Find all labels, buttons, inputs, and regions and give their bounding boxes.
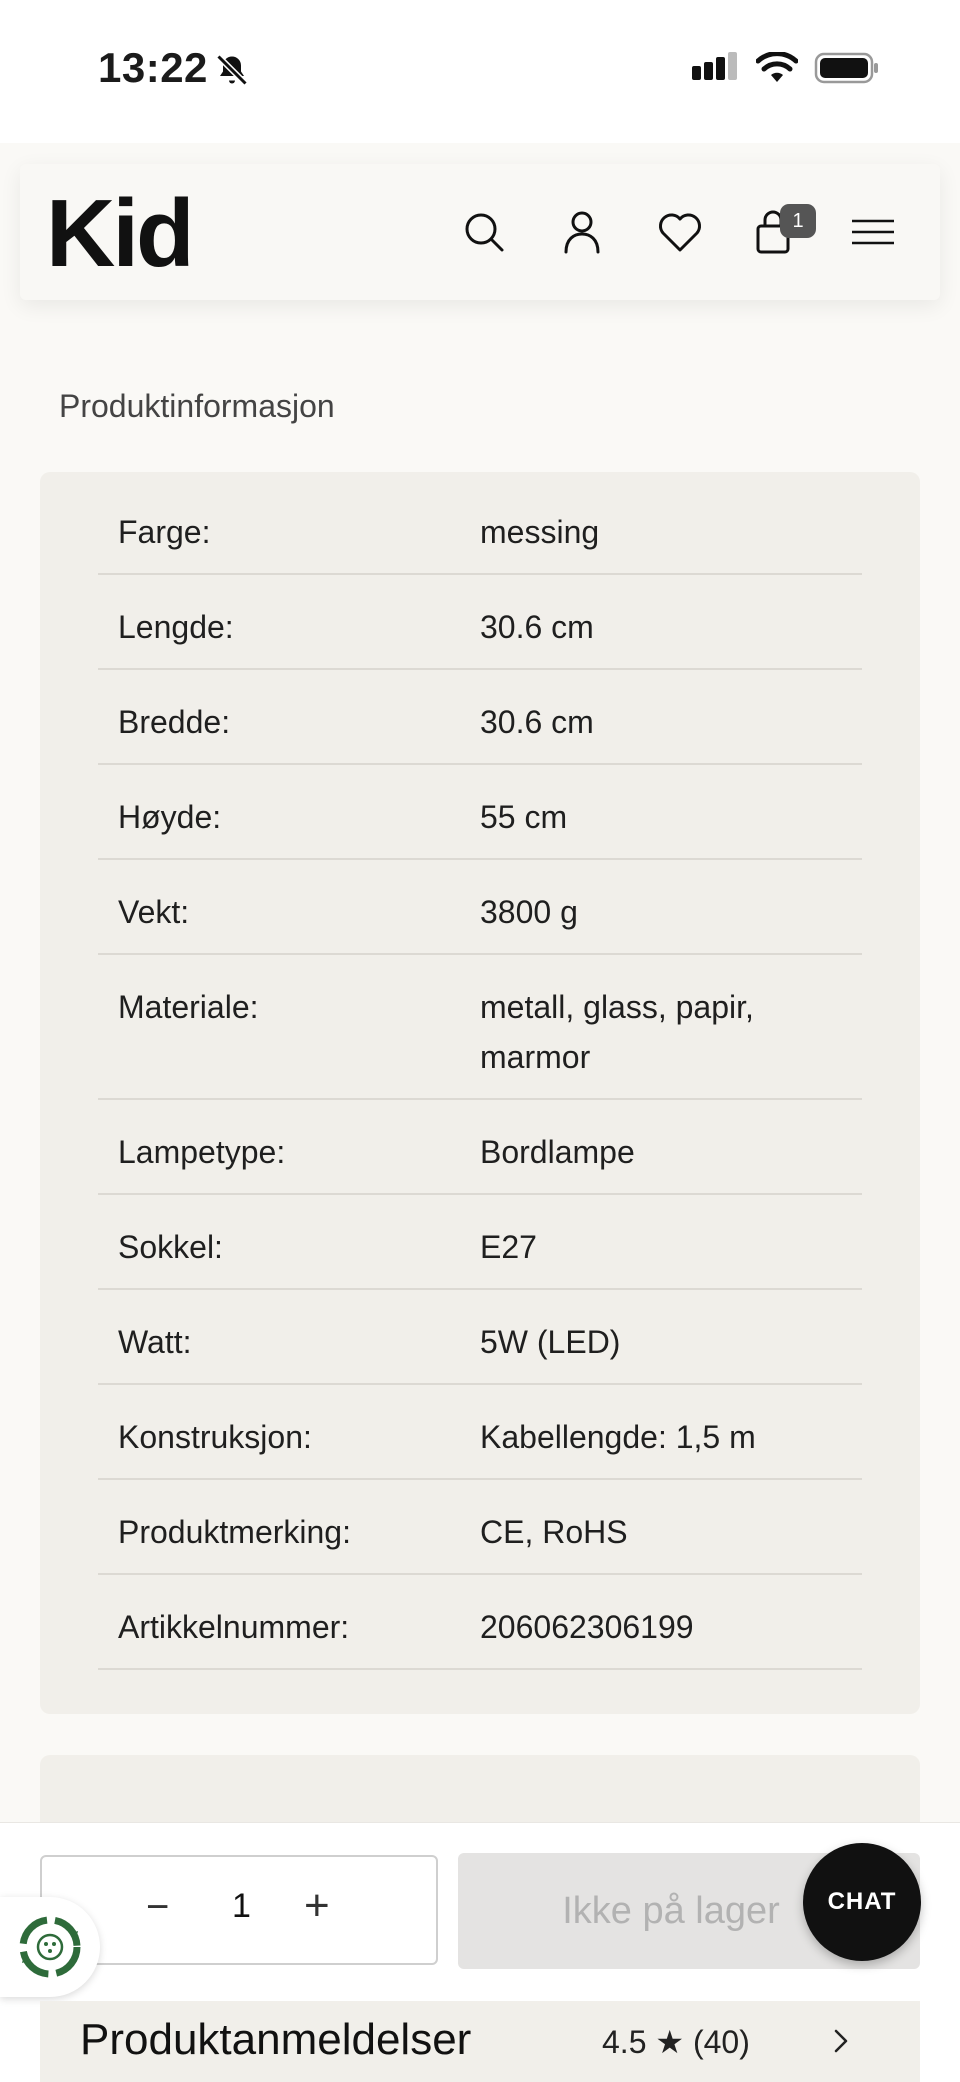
info-row-farge [98,480,862,575]
quantity-increase-button[interactable]: + [304,1881,330,1930]
status-time: 13:22 [98,44,208,91]
info-row-produktmerking [98,1480,862,1575]
reviews-row[interactable] [40,2001,920,2082]
info-value: messing [480,514,600,550]
info-key: Konstruksjon: [118,1419,312,1455]
section-title: Produktinformasjon [59,388,335,424]
info-key: Høyde: [118,799,222,835]
sticky-purchase-bar [0,1822,960,2082]
cellular-signal-icon [692,52,740,84]
wifi-icon [756,52,798,84]
recycle-icon [14,1911,86,1983]
site-header [20,164,940,300]
info-row-lampetype [98,1100,862,1195]
info-value: 55 cm [480,799,568,835]
reviews-title: Produktanmeldelser [80,2015,472,2064]
info-key: Lengde: [118,609,234,645]
battery-icon [814,52,880,84]
account-icon[interactable] [556,206,608,258]
heart-icon[interactable] [654,206,706,258]
info-key: Lampetype: [118,1134,286,1170]
cart-count-badge: 1 [780,204,816,238]
product-info-card [40,472,920,1714]
info-row-artikkelnummer [98,1575,862,1670]
info-value: metall, glass, papir, marmor [480,989,754,1075]
info-value: E27 [480,1229,537,1265]
menu-icon[interactable] [846,206,898,258]
chevron-right-icon [826,2023,856,2059]
info-key: Watt: [118,1324,192,1360]
info-key: Sokkel: [118,1229,223,1265]
reviews-rating: 4.5 ★ (40) [602,2024,750,2060]
info-row-vekt [98,860,862,955]
info-value: CE, RoHS [480,1514,628,1550]
product-info-table [98,480,862,1670]
info-row-konstruksjon [98,1385,862,1480]
info-key: Produktmerking: [118,1514,351,1550]
quantity-value[interactable]: 1 [232,1887,251,1925]
info-value: 30.6 cm [480,609,594,645]
info-row-lengde [98,575,862,670]
info-value: Kabellengde: 1,5 m [480,1419,756,1455]
quantity-decrease-button[interactable]: − [146,1885,170,1929]
info-key: Bredde: [118,704,231,740]
search-icon[interactable] [458,206,510,258]
info-row-bredde [98,670,862,765]
info-key: Materiale: [118,989,259,1025]
kid-logo[interactable]: Kid [46,180,192,287]
add-to-cart-button[interactable]: Ikke på lager [458,1853,920,1969]
info-row-sokkel [98,1195,862,1290]
info-value: 30.6 cm [480,704,594,740]
info-key: Farge: [118,514,211,550]
info-value: 206062306199 [480,1609,694,1645]
bell-slash-icon [214,52,250,88]
info-value: Bordlampe [480,1134,635,1170]
info-row-watt [98,1290,862,1385]
sustainability-badge[interactable] [0,1897,100,1997]
info-key: Vekt: [118,894,190,930]
status-bar [0,0,960,143]
info-row-hoyde [98,765,862,860]
info-row-materiale [98,955,862,1100]
chat-button[interactable]: CHAT [803,1843,921,1961]
info-key: Artikkelnummer: [118,1609,350,1645]
info-value: 5W (LED) [480,1324,621,1360]
info-value: 3800 g [480,894,578,930]
